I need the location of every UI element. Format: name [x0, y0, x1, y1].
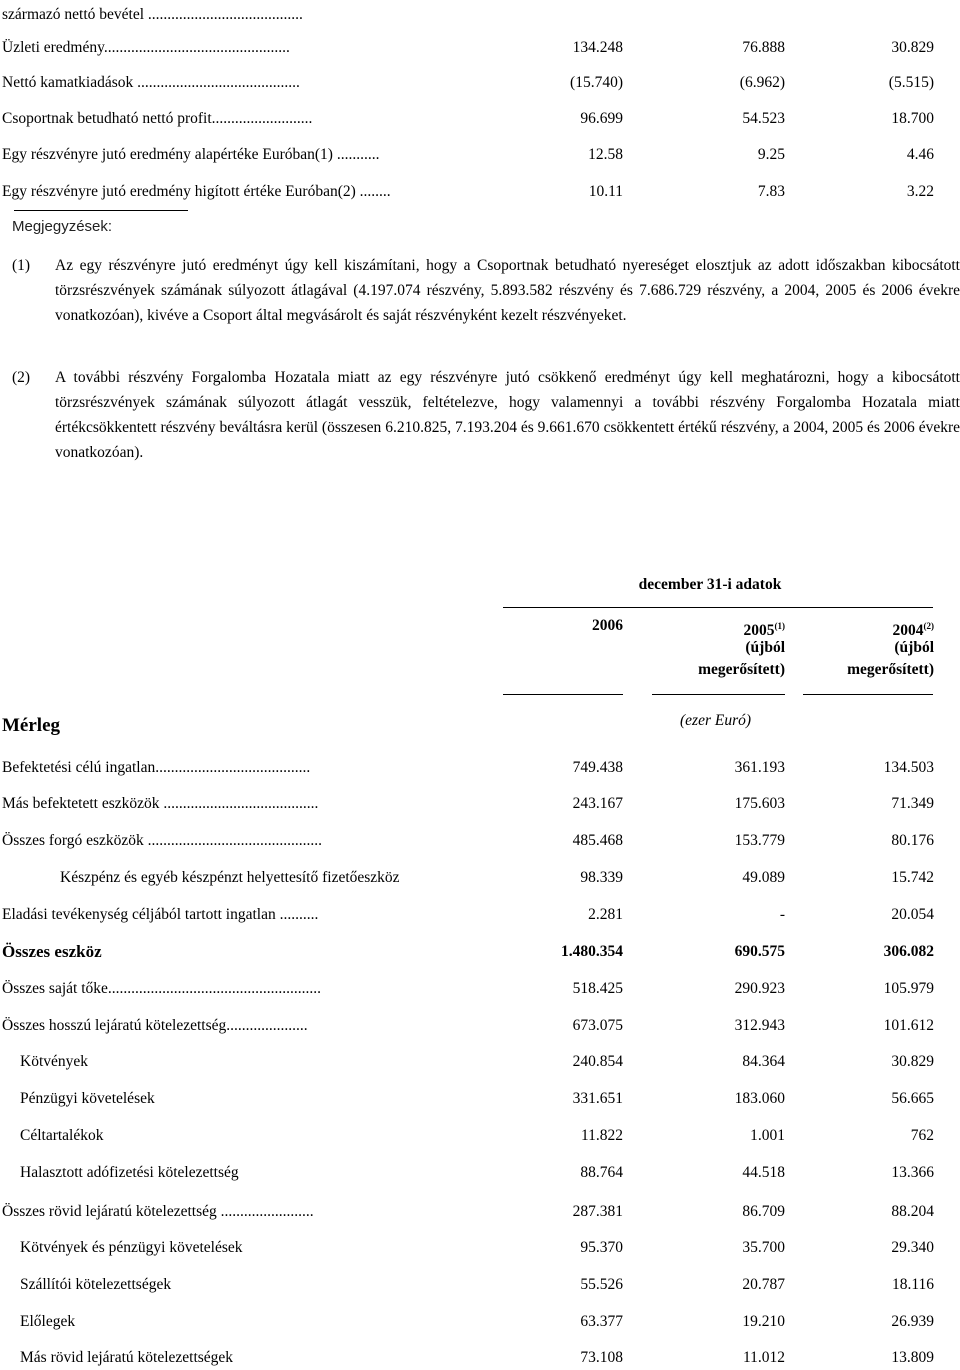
unit-label: (ezer Euró)	[680, 712, 752, 729]
value-2005: 175.603	[734, 795, 785, 812]
value-2004: 80.176	[891, 832, 934, 849]
column-rule-2006	[503, 694, 623, 695]
value-2006: 63.377	[580, 1313, 623, 1330]
table-row	[0, 180, 960, 204]
footnote-number: (1)	[12, 257, 31, 274]
row-label: Egy részvényre jutó eredmény higított értéke Euróban(2) ........	[2, 183, 391, 200]
footnote-1	[8, 253, 960, 328]
footnote-text: Az egy részvényre jutó eredményt úgy kell kiszámítani, hogy a Csoportnak betudható nyereséget elosztjuk az adott időszakban kibocsátott törzsrészvények számának súlyozott átlagával (4.197.074 részvény, 5.893.582 részvény és 7.686.729 részvény, a 2004, 2005 és 2006 évekre vonatkozóan), kivéve a Csoport által megvásárolt és saját részvényként kezelt részvényeket.	[55, 257, 960, 324]
table-row	[0, 1124, 960, 1148]
row-label: Eladási tevékenység céljából tartott ingatlan ..........	[2, 906, 319, 923]
value-2005: (6.962)	[739, 74, 785, 91]
value-2005: 54.523	[742, 110, 785, 127]
value-2005: 84.364	[742, 1053, 785, 1070]
value-2005: 183.060	[734, 1090, 785, 1107]
table-row	[0, 1161, 960, 1185]
row-label: Készpénz és egyéb készpénzt helyettesítő fizetőeszköz	[60, 869, 400, 886]
row-label: Összes eszköz	[2, 942, 102, 961]
value-2004: 88.204	[891, 1203, 934, 1220]
value-2005: 312.943	[734, 1017, 785, 1034]
table-row	[0, 3, 960, 27]
group-header: december 31-i adatok	[638, 576, 782, 593]
row-label: Nettó kamatkiadások ..........................................	[2, 74, 300, 91]
group-header-rule	[503, 607, 933, 608]
row-label: Összes forgó eszközök .............................................	[2, 832, 323, 849]
table-row	[0, 1087, 960, 1111]
table-row	[0, 107, 960, 131]
notes-title: Megjegyzések:	[12, 218, 113, 235]
table-row	[0, 829, 960, 853]
column-header-2004-line2: (újból	[894, 639, 934, 656]
table-row	[0, 1346, 960, 1370]
value-2004: 3.22	[906, 183, 934, 200]
row-label: Összes hosszú lejáratú kötelezettség.....................	[2, 1017, 308, 1034]
value-2004: 101.612	[883, 1017, 934, 1034]
value-2006: 485.468	[572, 832, 623, 849]
row-label: Más rövid lejáratú kötelezettségek	[20, 1349, 234, 1366]
value-2005: 86.709	[742, 1203, 785, 1220]
column-header-2004-line3: megerősített)	[847, 661, 934, 678]
value-2005: 690.575	[734, 943, 785, 960]
value-2005: 20.787	[742, 1276, 785, 1293]
value-2006: 331.651	[572, 1090, 623, 1107]
value-2004: 13.809	[891, 1349, 934, 1366]
row-label: Kötvények és pénzügyi követelések	[20, 1239, 243, 1256]
row-label: Más befektetett eszközök ........................................	[2, 795, 319, 812]
value-2004: 762	[910, 1127, 934, 1144]
value-2004: 20.054	[891, 906, 934, 923]
row-label: Üzleti eredmény................................................	[2, 39, 290, 56]
value-2006: 518.425	[572, 980, 623, 997]
value-2004: 71.349	[891, 795, 934, 812]
column-header-2005-line2: (újból	[745, 639, 785, 656]
table-row	[0, 792, 960, 816]
table-row	[0, 756, 960, 780]
value-2005: 19.210	[742, 1313, 785, 1330]
value-2006: 11.822	[580, 1127, 623, 1144]
table-row	[0, 143, 960, 167]
value-2006: 673.075	[572, 1017, 623, 1034]
table-row	[0, 1014, 960, 1038]
value-2006: 243.167	[572, 795, 623, 812]
table-row	[0, 1236, 960, 1260]
value-2006: 12.58	[588, 146, 623, 163]
value-2004: 306.082	[883, 943, 934, 960]
value-2006: 749.438	[572, 759, 623, 776]
value-2006: 10.11	[588, 183, 623, 200]
value-2005: -	[779, 906, 785, 923]
column-header-2005-line3: megerősített)	[698, 661, 785, 678]
value-2005: 153.779	[734, 832, 785, 849]
row-label: Egy részvényre jutó eredmény alapértéke Euróban(1) ...........	[2, 146, 380, 163]
value-2004: 29.340	[891, 1239, 934, 1256]
row-label: Céltartalékok	[20, 1127, 104, 1144]
value-2006: 1.480.354	[561, 943, 623, 960]
value-2005: 11.012	[742, 1349, 785, 1366]
value-2004: 26.939	[891, 1313, 934, 1330]
value-2006: 240.854	[572, 1053, 623, 1070]
value-2004: 18.700	[891, 110, 934, 127]
value-2004: 30.829	[891, 1053, 934, 1070]
value-2005: 49.089	[742, 869, 785, 886]
row-label: Összes saját tőke.......................................................	[2, 980, 322, 997]
column-rule-2004	[803, 694, 933, 695]
section-title: Mérleg	[2, 715, 61, 736]
footnote-2	[8, 365, 960, 465]
column-header-2004: 2004$^{(2)}$	[892, 621, 934, 639]
table-row	[0, 977, 960, 1001]
value-2005: 290.923	[734, 980, 785, 997]
row-label: Befektetési célú ingatlan........................................	[2, 759, 311, 776]
table-row	[0, 1273, 960, 1297]
value-2006: 88.764	[580, 1164, 623, 1181]
value-2005: 9.25	[757, 146, 785, 163]
row-label: Szállítói kötelezettségek	[20, 1276, 172, 1293]
row-label: Csoportnak betudható nettó profit..........................	[2, 110, 313, 127]
footnote-number: (2)	[12, 369, 31, 386]
table-row	[0, 1200, 960, 1224]
value-2006: 98.339	[580, 869, 623, 886]
value-2005: 1.001	[750, 1127, 785, 1144]
value-2006: 95.370	[580, 1239, 623, 1256]
value-2006: 2.281	[588, 906, 623, 923]
table-row	[0, 36, 960, 60]
footnote-divider	[14, 210, 188, 211]
table-row	[0, 903, 960, 927]
value-2006: 96.699	[580, 110, 623, 127]
table-row	[0, 1050, 960, 1074]
value-2005: 44.518	[742, 1164, 785, 1181]
value-2004: 105.979	[883, 980, 934, 997]
value-2004: 30.829	[891, 39, 934, 56]
table-row	[0, 866, 960, 890]
value-2004: (5.515)	[888, 74, 934, 91]
column-header-2005: 2005$^{(1)}$	[743, 621, 785, 639]
table-row	[0, 1310, 960, 1334]
value-2004: 13.366	[891, 1164, 934, 1181]
row-label: Halasztott adófizetési kötelezettség	[20, 1164, 239, 1181]
value-2006: 73.108	[580, 1349, 623, 1366]
value-2005: 35.700	[742, 1239, 785, 1256]
footnote-text: A további részvény Forgalomba Hozatala miatt az egy részvényre jutó csökkenő eredményt úgy kell meghatározni, hogy a kibocsátott törzsrészvények számának súlyozott átlagát vesszük, feltételezve, hogy valamennyi a további részvény Forgalomba Hozatala miatt értékcsökkentett részvény beváltásra kerül (összesen 6.210.825, 7.193.204 és 9.661.670 csökkentett értékű részvény, a 2004, 2005 és 2006 évekre vonatkozóan).	[55, 369, 960, 461]
row-label: Összes rövid lejáratú kötelezettség ........................	[2, 1203, 314, 1220]
value-2004: 4.46	[906, 146, 934, 163]
value-2004: 134.503	[883, 759, 934, 776]
value-2006: 134.248	[572, 39, 623, 56]
value-2006: 287.381	[572, 1203, 623, 1220]
value-2005: 76.888	[742, 39, 785, 56]
column-header-2006: 2006	[592, 617, 623, 634]
value-2004: 15.742	[891, 869, 934, 886]
row-label: Előlegek	[20, 1313, 76, 1330]
value-2004: 56.665	[891, 1090, 934, 1107]
table-row	[0, 940, 960, 964]
value-2006: (15.740)	[570, 74, 623, 91]
column-rule-2005	[652, 694, 785, 695]
row-label: származó nettó bevétel ........................................	[2, 6, 303, 23]
value-2006: 55.526	[580, 1276, 623, 1293]
value-2005: 361.193	[734, 759, 785, 776]
row-label: Pénzügyi követelések	[20, 1090, 155, 1107]
value-2005: 7.83	[757, 183, 785, 200]
value-2004: 18.116	[891, 1276, 934, 1293]
row-label: Kötvények	[20, 1053, 89, 1070]
table-row	[0, 71, 960, 95]
